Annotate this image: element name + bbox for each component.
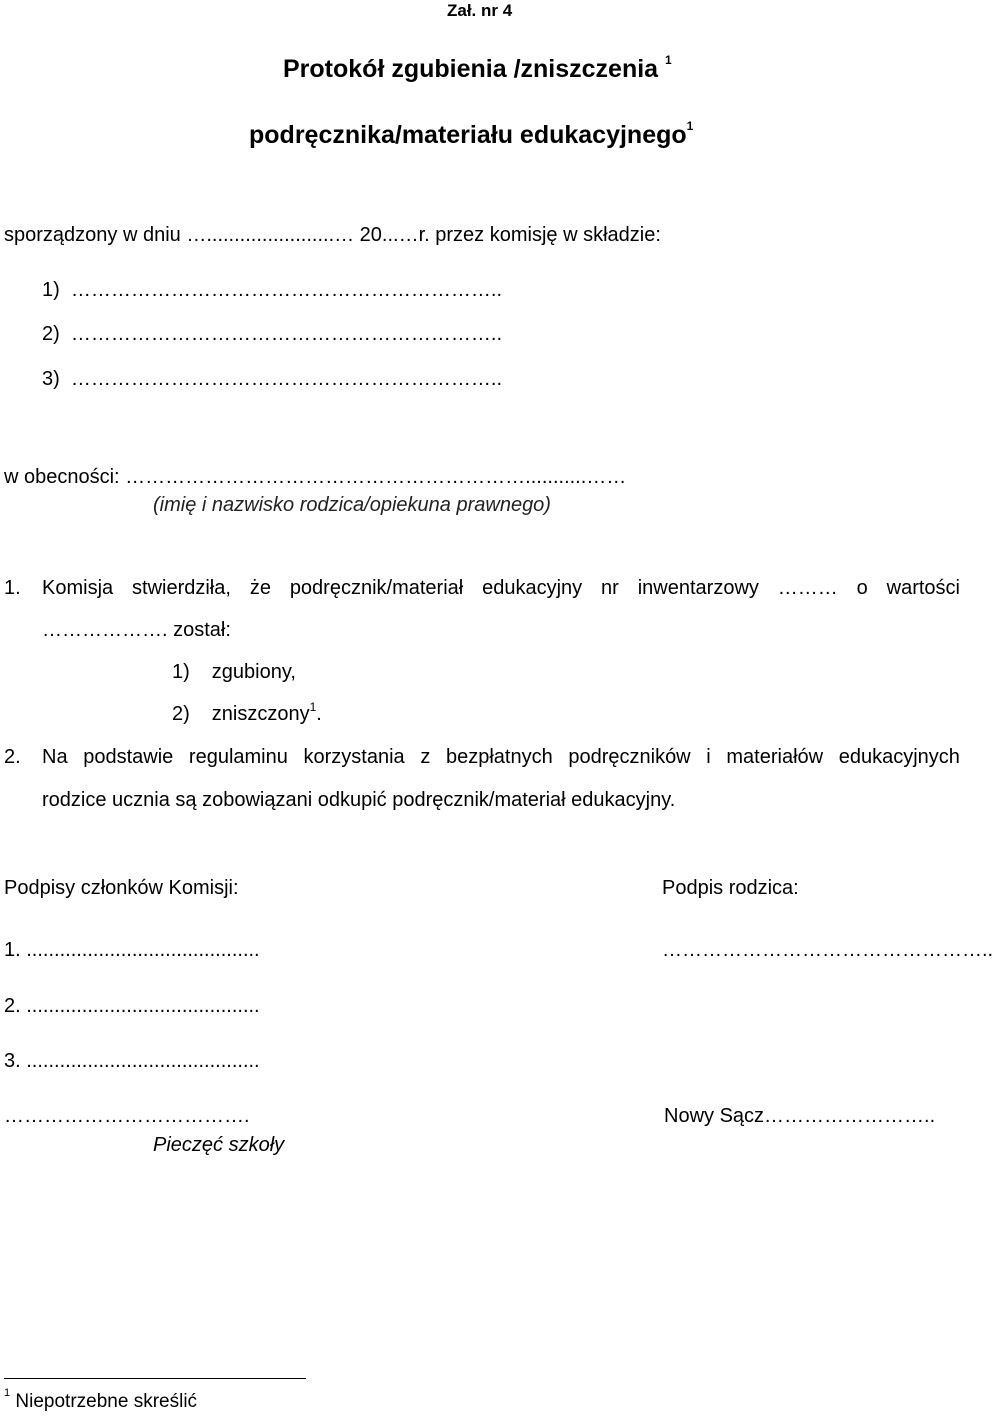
point-2-text: Na podstawie regulaminu korzystania z bezpłatnych podręczników i materiałów edukacyjnych — [42, 746, 960, 768]
subtitle-footnote-ref: 1 — [686, 119, 694, 133]
footnote-mark: 1 — [4, 1387, 11, 1399]
school-stamp-label: Pieczęć szkoły — [153, 1134, 285, 1156]
footnote-separator — [4, 1378, 306, 1379]
footnote-text: Niepotrzebne skreślić — [15, 1391, 198, 1412]
presence-line: w obecności: ……………………………………………………...........…… — [4, 466, 627, 488]
member-line-3: 3) ……………………………………………………….. — [42, 368, 503, 390]
member-1-blank: ……………………………………………………….. — [70, 279, 503, 301]
annex-label: Zał. nr 4 — [447, 1, 513, 20]
commission-signatures-label: Podpisy członków Komisji: — [4, 877, 239, 899]
commission-signature-2: 2. .......................................... — [4, 995, 260, 1017]
option-lost: 1) zgubiony, — [172, 661, 296, 683]
member-line-2: 2) ……………………………………………………….. — [42, 323, 503, 345]
point-2-continuation: rodzice ucznia są zobowiązani odkupić podręcznik/materiał edukacyjny. — [42, 789, 676, 811]
presence-hint: (imię i nazwisko rodzica/opiekuna prawnego) — [153, 494, 551, 516]
footnote — [4, 1387, 198, 1412]
member-line-1: 1) ……………………………………………………….. — [42, 279, 503, 301]
document-title — [283, 53, 672, 83]
point-1-continuation: ………………. został: — [42, 619, 231, 641]
commission-signature-1: 1. .......................................... — [4, 939, 260, 961]
document-subtitle — [249, 119, 694, 149]
parent-signature-label: Podpis rodzica: — [662, 877, 799, 899]
title-line-1: Protokół zgubienia /zniszczenia — [283, 55, 659, 83]
point-1-text: Komisja stwierdziła, że podręcznik/materiał edukacyjny nr inwentarzowy ……… o wartości — [42, 577, 960, 599]
point-2-number: 2. — [4, 746, 21, 768]
made-on-line: sporządzony w dniu ….......................… 20...…r. przez komisję w składzie: — [4, 224, 661, 246]
option-destroyed: 2) zniszczony$^1$. — [172, 700, 322, 725]
school-stamp-blank: ………………………………. — [4, 1105, 250, 1127]
title-footnote-ref: 1 — [665, 53, 672, 67]
parent-signature-blank: ………………………………………….. — [662, 939, 993, 961]
point-1-number: 1. — [4, 577, 21, 599]
place-date-line: Nowy Sącz…………………….. — [664, 1105, 936, 1127]
commission-signature-3: 3. .......................................... — [4, 1050, 260, 1072]
member-3-blank: ……………………………………………………….. — [70, 368, 503, 390]
title-line-2: podręcznika/materiału edukacyjnego — [249, 121, 687, 149]
option-footnote-ref: 1 — [309, 700, 317, 714]
member-2-blank: ……………………………………………………….. — [70, 323, 503, 345]
